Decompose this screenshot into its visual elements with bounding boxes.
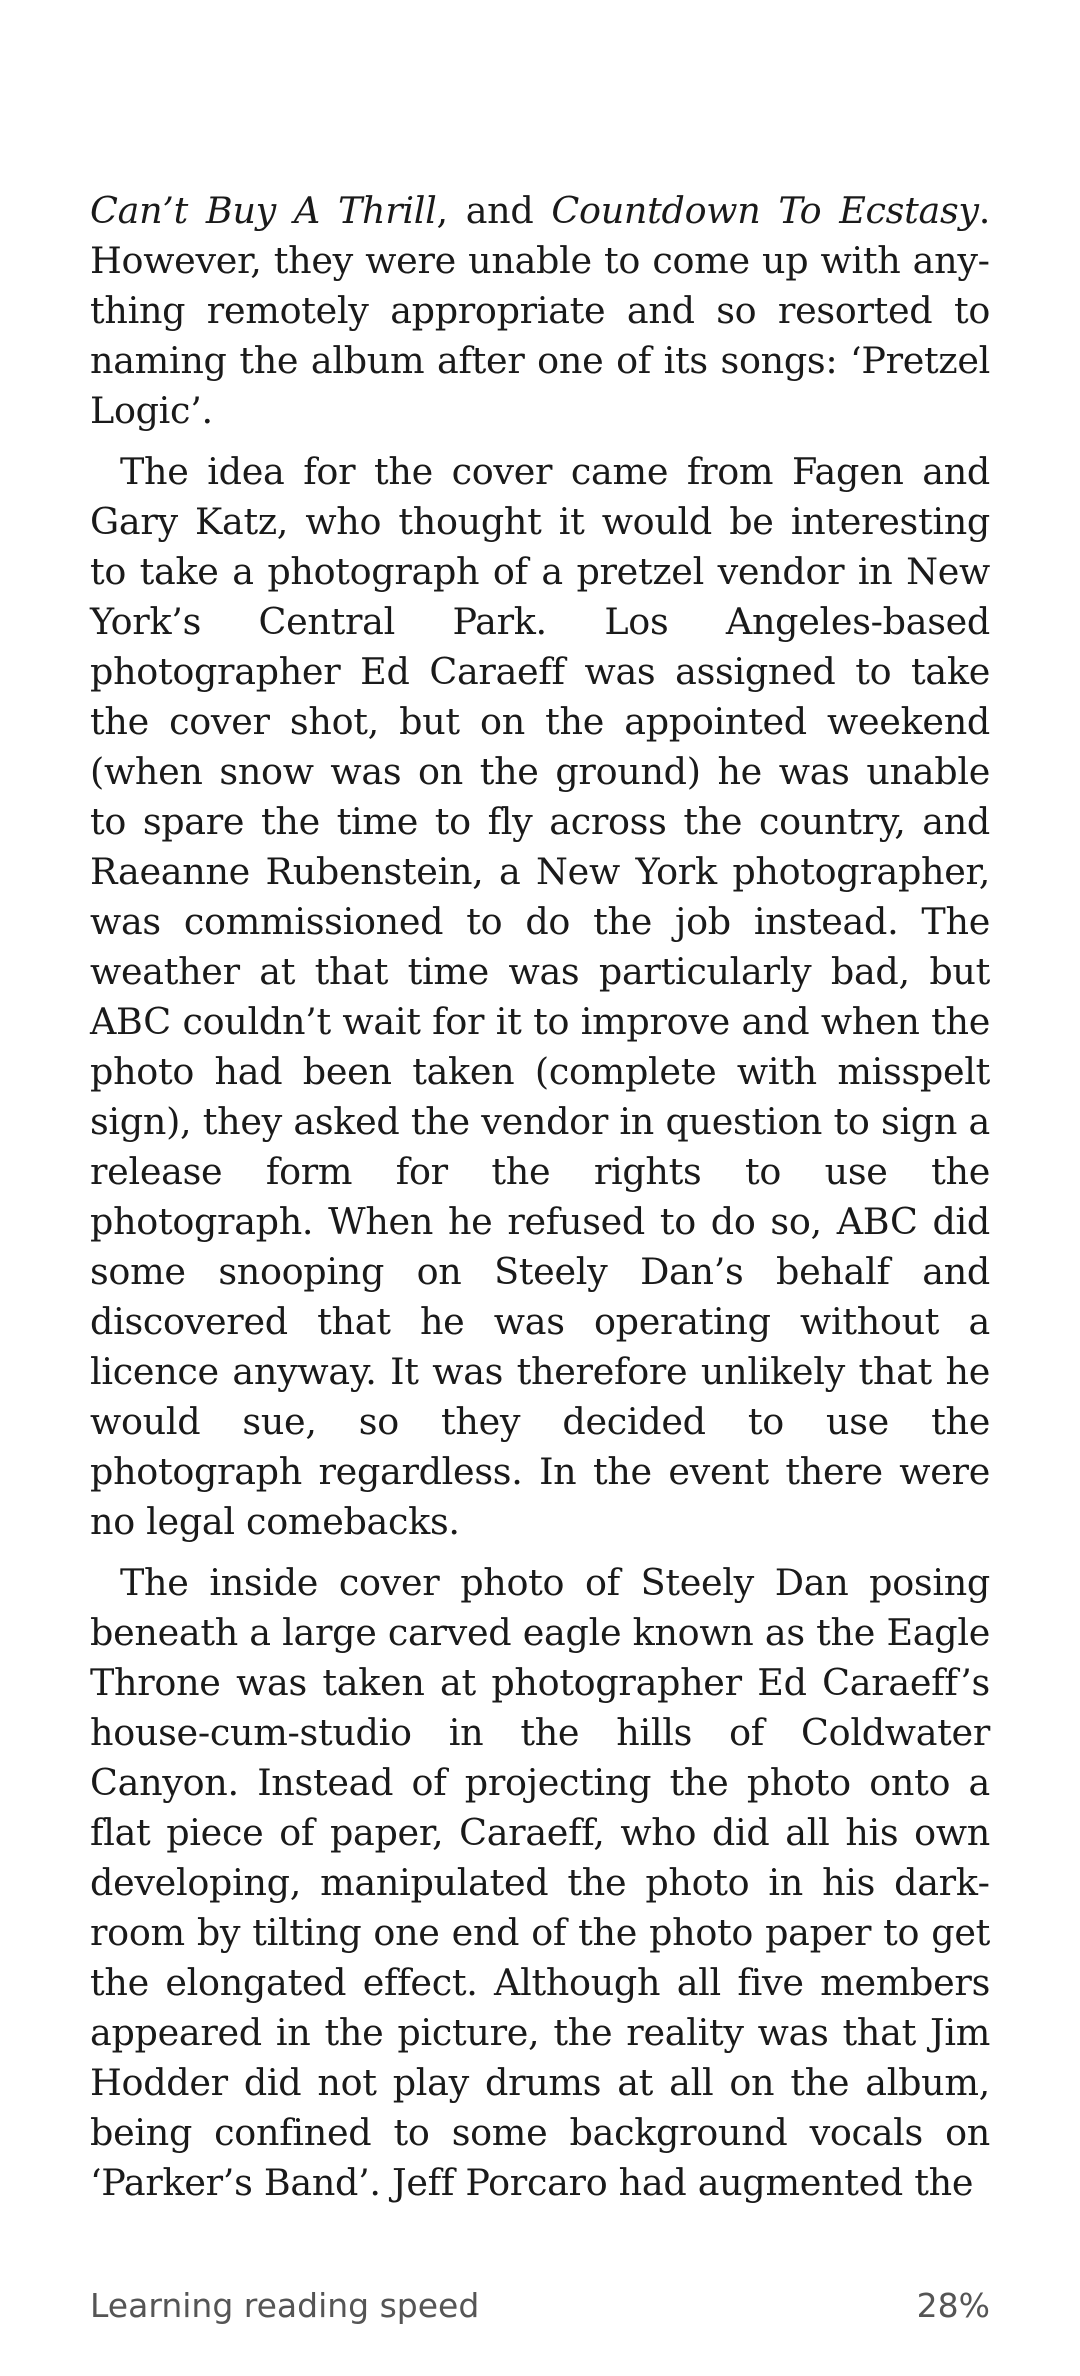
book-paragraph xyxy=(90,186,990,436)
paragraph-text: . However, they were unable to come up with anything remotely appropriate and so resorted to naming the album after one of its songs: ‘Pretzel Logic’. xyxy=(90,189,991,432)
paragraph-text: The idea for the cover came from Fagen and Gary Katz, who thought it would be interesting to take a photograph of a pretzel vendor in New York’s Central Park. Los Angeles-based photographer Ed Caraeff was assigned to take the cover shot, but on the appointed weekend (when snow was on the ground) he was unable to spare the time to fly across the country, and Raeanne Rubenstein, a New York photographer, was commissioned to do the job instead. The weather at that time was particularly bad, but ABC couldn’t wait for it to improve and when the photo had been taken (complete with misspelt sign), they asked the vendor in question to sign a release form for the rights to use the photograph. When he refused to do so, ABC did some snooping on Steely Dan’s behalf and discovered that he was operating without a licence anyway. It was therefore unlikely that he would sue, so they decided to use the photograph regardless. In the event there were no legal comebacks. xyxy=(90,450,990,1543)
italic-title-text: Can’t Buy A Thrill xyxy=(90,189,437,232)
book-paragraph xyxy=(90,1558,990,2208)
italic-title-text: Countdown To Ecstasy xyxy=(551,189,979,232)
paragraph-text: , and xyxy=(436,189,552,232)
book-paragraph xyxy=(90,447,990,1547)
reading-progress-percent[interactable]: 28% xyxy=(916,2285,990,2325)
reading-speed-status[interactable]: Learning reading speed xyxy=(90,2285,480,2325)
book-page-content[interactable] xyxy=(90,186,991,2204)
reading-footer xyxy=(90,2280,990,2330)
paragraph-text: The inside cover photo of Steely Dan posing beneath a large carved eagle known as the Eagle Throne was taken at photographer Ed Caraeff’s house-cum-studio in the hills of Coldwater Canyon. Instead of projecting the photo onto a flat piece of paper, Caraeff, who did all his own developing, manipulated the photo in his darkroom by tilting one end of the photo paper to get the elongated effect. Although all five members appeared in the picture, the reality was that Jim Hodder did not play drums at all on the album, being confined to some background vocals on ‘Parker’s Band’. Jeff Porcaro had augmented the xyxy=(90,1561,990,2204)
